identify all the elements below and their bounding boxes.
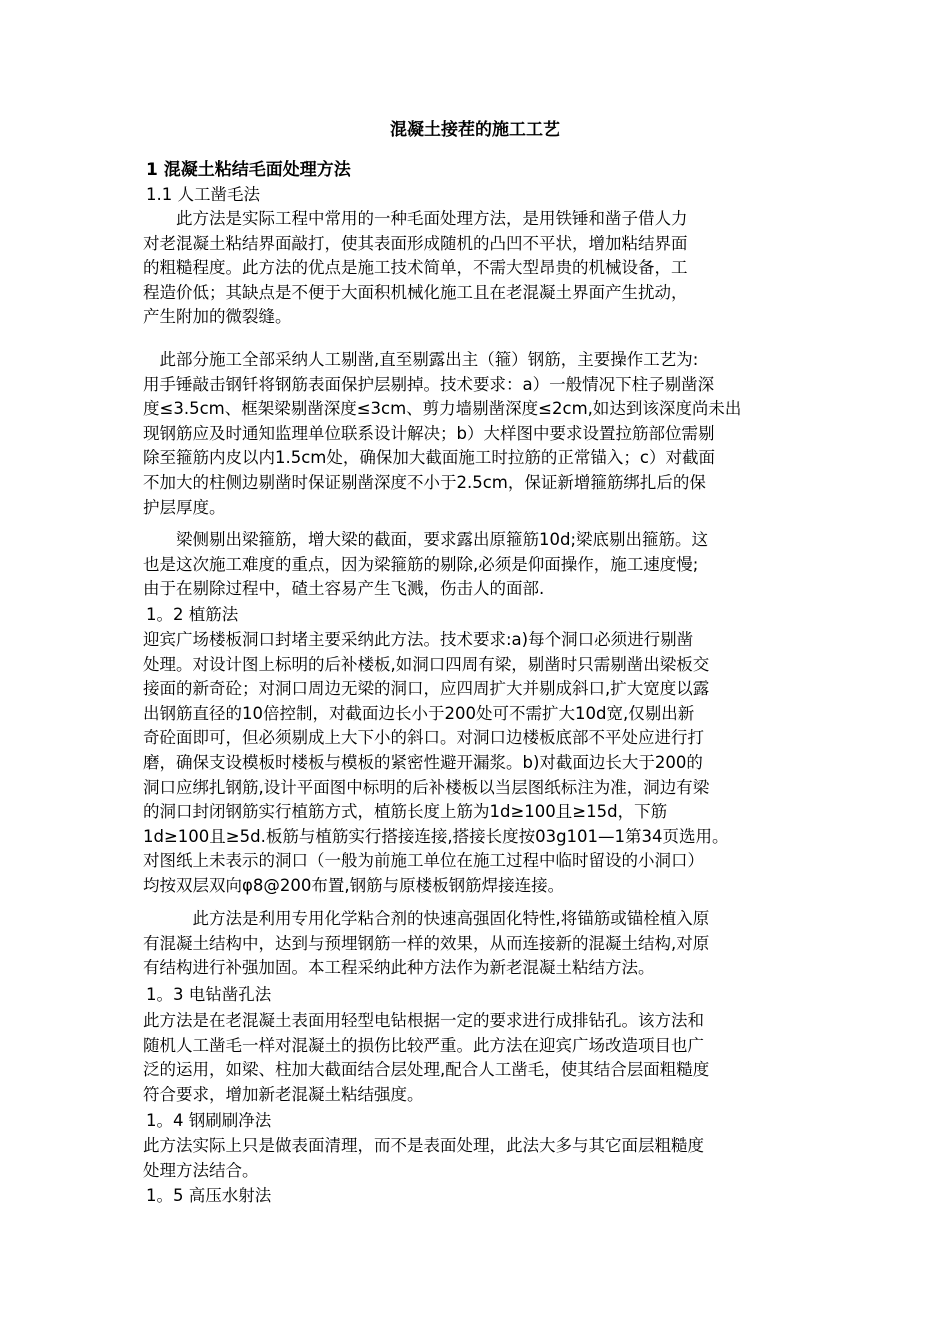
text-line: 奇砼面即可，但必须剔成上大下小的斜口。对洞口边楼板底部不平处应进行打 (143, 728, 704, 748)
section-1-5-heading: 1。5 高压水射法 (146, 1186, 272, 1205)
section-1-2-heading: 1。2 植筋法 (146, 605, 239, 624)
text-line: 出钢筋直径的10倍控制，对截面边长小于200处可不需扩大10d宽,仅剔出新 (143, 703, 695, 723)
text-line: 此方法是利用专用化学粘合剂的快速高强固化特性,将锚筋或锚栓植入原 (143, 909, 710, 928)
text-line: 1d≥100且≥5d.板筋与植筋实行搭接连接,搭接长度按03g101—1第34页选用。 (143, 826, 729, 846)
section-1-4-heading: 1。4 钢刷刷净法 (146, 1111, 272, 1130)
text-line: 处理方法结合。 (143, 1160, 259, 1180)
section-1-3-heading: 1。3 电钻凿孔法 (146, 985, 272, 1004)
text-line: 均按双层双向φ8@200布置,钢筋与原楼板钢筋焊接连接。 (143, 875, 565, 895)
text-line: 由于在剔除过程中，碴土容易产生飞溅，伤击人的面部. (143, 579, 545, 599)
section-1-1-paragraph-3 (143, 528, 813, 602)
text-line: 对图纸上未表示的洞口（一般为前施工单位在施工过程中临时留设的小洞口） (143, 851, 704, 871)
text-line: 此方法实际上只是做表面清理，而不是表面处理，此法大多与其它面层粗糙度 (143, 1136, 704, 1155)
text-line: 度≤3.5cm、框架梁剔凿深度≤3cm、剪力墙剔凿深度≤2cm,如达到该深度尚未出 (143, 399, 742, 419)
text-line: 泛的运用，如梁、柱加大截面结合层处理,配合人工凿毛，使其结合层面粗糙度 (143, 1060, 710, 1080)
section-1-heading: 1 混凝土粘结毛面处理方法 (146, 160, 351, 180)
section-1-1-heading: 1.1 人工凿毛法 (146, 185, 260, 204)
text-line: 梁侧剔出梁箍筋，增大梁的截面，要求露出原箍筋10d;梁底剔出箍筋。这 (143, 530, 709, 549)
text-line: 此方法是实际工程中常用的一种毛面处理方法，是用铁锤和凿子借人力 (143, 209, 688, 228)
section-1-1-paragraph-2 (143, 348, 813, 520)
text-line: 现钢筋应及时通知监理单位联系设计解决；b）大样图中要求设置拉筋部位需剔 (143, 423, 715, 443)
text-line: 对老混凝土粘结界面敲打，使其表面形成随机的凸凹不平状，增加粘结界面 (143, 233, 688, 253)
section-1-3-paragraph-1 (143, 1009, 813, 1107)
text-line: 护层厚度。 (143, 497, 226, 517)
text-line: 洞口应绑扎钢筋,设计平面图中标明的后补楼板以当层图纸标注为准，洞边有梁 (143, 777, 710, 797)
text-line: 除至箍筋内皮以内1.5cm处，确保加大截面施工时拉筋的正常锚入；c）对截面 (143, 448, 715, 468)
section-1-2-paragraph-1 (143, 628, 813, 899)
text-line: 用手锤敲击钢钎将钢筋表面保护层剔掉。技术要求：a）一般情况下柱子剔凿深 (143, 374, 715, 394)
text-line: 此部分施工全部采纳人工剔凿,直至剔露出主（箍）钢筋，主要操作工艺为: (143, 350, 699, 369)
section-1-1-paragraph-1 (143, 207, 813, 330)
text-line: 随机人工凿毛一样对混凝土的损伤比较严重。此方法在迎宾广场改造项目也广 (143, 1035, 704, 1055)
text-line: 也是这次施工难度的重点，因为梁箍筋的剔除,必须是仰面操作，施工速度慢; (143, 554, 699, 574)
text-line: 不加大的柱侧边剔凿时保证剔凿深度不小于2.5cm，保证新增箍筋绑扎后的保 (143, 472, 706, 492)
text-line: 产生附加的微裂缝。 (143, 307, 292, 327)
text-line: 有混凝土结构中，达到与预埋钢筋一样的效果，从而连接新的混凝土结构,对原 (143, 933, 710, 953)
text-line: 此方法是在老混凝土表面用轻型电钻根据一定的要求进行成排钻孔。该方法和 (143, 1011, 704, 1030)
text-line: 的洞口封闭钢筋实行植筋方式，植筋长度上筋为1d≥100且≥15d，下筋 (143, 802, 668, 822)
text-line: 有结构进行补强加固。本工程采纳此种方法作为新老混凝土粘结方法。 (143, 958, 655, 978)
text-line: 符合要求，增加新老混凝土粘结强度。 (143, 1084, 424, 1104)
text-line: 迎宾广场楼板洞口封堵主要采纳此方法。技术要求:a)每个洞口必须进行剔凿 (143, 630, 694, 649)
text-line: 程造价低；其缺点是不便于大面积机械化施工且在老混凝土界面产生扰动， (143, 282, 688, 302)
text-line: 磨，确保支设模板时楼板与模板的紧密性避开漏浆。b)对截面边长大于200的 (143, 752, 703, 772)
section-1-4-paragraph-1 (143, 1134, 813, 1183)
section-1-2-paragraph-2 (143, 907, 813, 981)
text-line: 接面的新奇砼；对洞口周边无梁的洞口，应四周扩大并剔成斜口,扩大宽度以露 (143, 679, 710, 699)
text-line: 处理。对设计图上标明的后补楼板,如洞口四周有梁，剔凿时只需剔凿出梁板交 (143, 654, 710, 674)
document-title: 混凝土接茬的施工工艺 (390, 120, 560, 140)
text-line: 的粗糙程度。此方法的优点是施工技术简单，不需大型昂贵的机械设备，工 (143, 258, 688, 278)
